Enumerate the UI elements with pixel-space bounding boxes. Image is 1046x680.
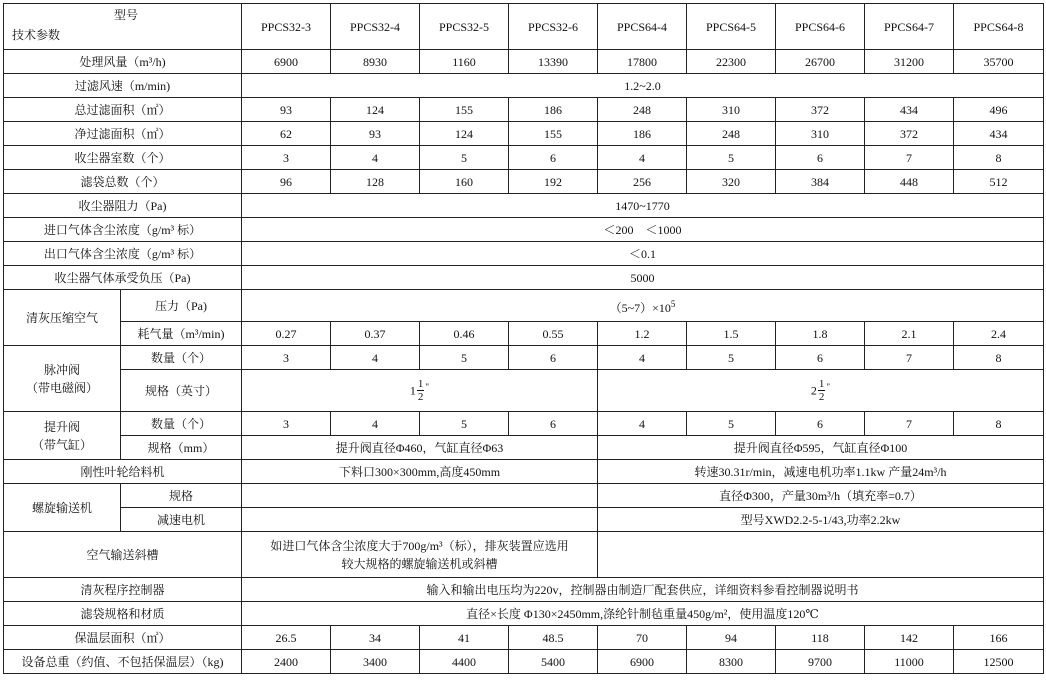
cell: 5000 <box>242 266 1044 290</box>
row-total-area <box>4 98 1044 122</box>
row-bags <box>4 170 1044 194</box>
row-label: 保温层面积（㎡） <box>4 626 242 650</box>
cell: 1.5 <box>687 322 776 346</box>
cell: 256 <box>598 170 687 194</box>
sub-label: 减速电机 <box>121 508 242 532</box>
cell: 512 <box>954 170 1044 194</box>
cell: ＜200 ＜1000 <box>242 218 1044 242</box>
pulse-valve-line1: 脉冲阀 <box>43 362 80 377</box>
cell: 5 <box>420 346 509 370</box>
cell: 5 <box>687 146 776 170</box>
cell: 直径Φ300，产量30m³/h（填充率=0.7） <box>598 484 1044 508</box>
cell: 186 <box>598 122 687 146</box>
cell: 6900 <box>242 50 331 74</box>
pressure-exponent: 5 <box>670 298 676 309</box>
row-label: 空气输送斜槽 <box>4 532 242 578</box>
cell: 310 <box>687 98 776 122</box>
row-label: 净过滤面积（㎡） <box>4 122 242 146</box>
cell: 31200 <box>865 50 954 74</box>
cell: 4 <box>331 146 420 170</box>
cell: 1.2~2.0 <box>242 74 1044 98</box>
cell: 128 <box>331 170 420 194</box>
lift-valve-line1: 提升阀 <box>43 419 80 434</box>
cell: 2.1 <box>865 322 954 346</box>
fraction-part <box>417 378 425 403</box>
inch-mark: " <box>425 382 430 392</box>
cell <box>242 370 598 412</box>
cell: 160 <box>420 170 509 194</box>
cell: 7 <box>865 412 954 436</box>
row-label: 滤袋规格和材质 <box>4 602 242 626</box>
cell: 6900 <box>598 650 687 674</box>
cell: 6 <box>509 346 598 370</box>
cell: 3 <box>242 346 331 370</box>
cell: 4 <box>598 346 687 370</box>
cell: 48.5 <box>509 626 598 650</box>
group-label: 清灰压缩空气 <box>4 290 121 346</box>
cell: 26.5 <box>242 626 331 650</box>
cell: 3400 <box>331 650 420 674</box>
cell: 448 <box>865 170 954 194</box>
pressure-base: （5~7）×10 <box>609 300 671 315</box>
cell: 248 <box>687 122 776 146</box>
row-weight <box>4 650 1044 674</box>
cell: 22300 <box>687 50 776 74</box>
cell: 型号XWD2.2-5-1/43,功率2.2kw <box>598 508 1044 532</box>
inch-mark: " <box>826 382 831 392</box>
row-label: 进口气体含尘浓度（g/m³ 标） <box>4 218 242 242</box>
cell: 186 <box>509 98 598 122</box>
cell: 93 <box>331 122 420 146</box>
cell: 124 <box>420 122 509 146</box>
cell: 7 <box>865 346 954 370</box>
cell: 下料口300×300mm,高度450mm <box>242 460 598 484</box>
cell: 3 <box>242 412 331 436</box>
header-row <box>4 4 1044 50</box>
cell: 5 <box>687 412 776 436</box>
cell: 直径×长度 Φ130×2450mm,涤纶针制毡重量450g/m²，使用温度120℃ <box>242 602 1044 626</box>
cell: 142 <box>865 626 954 650</box>
cell-empty <box>242 484 598 508</box>
cell: 4 <box>331 412 420 436</box>
cell: 1.2 <box>598 322 687 346</box>
cell: 6 <box>776 346 865 370</box>
cell: 93 <box>242 98 331 122</box>
pulse-valve-line2: （带电磁阀） <box>25 380 98 395</box>
row-filter-speed <box>4 74 1044 98</box>
row-pulse-qty <box>4 346 1044 370</box>
row-net-area <box>4 122 1044 146</box>
row-screw-motor <box>4 508 1044 532</box>
cell: 124 <box>331 98 420 122</box>
cell: 转速30.31r/min，减速电机功率1.1kw 产量24m³/h <box>598 460 1044 484</box>
row-air-pressure <box>4 290 1044 322</box>
cell: 3 <box>242 146 331 170</box>
spec-table <box>3 3 1044 674</box>
sub-label: 规格（mm） <box>121 436 242 460</box>
group-label <box>4 346 121 412</box>
model-header: PPCS64-6 <box>776 4 865 50</box>
cell: 6 <box>776 146 865 170</box>
row-label: 总过滤面积（㎡） <box>4 98 242 122</box>
cell: 35700 <box>954 50 1044 74</box>
fraction-numerator: 1 <box>417 378 424 390</box>
cell: 166 <box>954 626 1044 650</box>
params-label: 技术参数 <box>12 28 61 42</box>
cell: 70 <box>598 626 687 650</box>
cell: 372 <box>865 122 954 146</box>
row-resistance <box>4 194 1044 218</box>
row-screw-spec <box>4 484 1044 508</box>
row-pulse-spec <box>4 370 1044 412</box>
air-slide-line1: 如进口气体含尘浓度大于700g/m³（标），排灰装置应选用 <box>270 538 569 553</box>
cell: 2400 <box>242 650 331 674</box>
cell: 1160 <box>420 50 509 74</box>
cell: 496 <box>954 98 1044 122</box>
cell: 13390 <box>509 50 598 74</box>
row-label: 设备总重（约值、不包括保温层）（kg) <box>4 650 242 674</box>
cell: 6 <box>509 412 598 436</box>
cell: 4 <box>598 146 687 170</box>
cell: 434 <box>954 122 1044 146</box>
cell: 11000 <box>865 650 954 674</box>
model-header: PPCS64-7 <box>865 4 954 50</box>
cell-empty <box>242 508 598 532</box>
row-label: 收尘器室数（个） <box>4 146 242 170</box>
cell: 17800 <box>598 50 687 74</box>
sub-label: 数量（个） <box>121 412 242 436</box>
cell: 8 <box>954 346 1044 370</box>
cell: 0.46 <box>420 322 509 346</box>
cell: ＜0.1 <box>242 242 1044 266</box>
row-outlet-conc <box>4 242 1044 266</box>
row-neg-pressure <box>4 266 1044 290</box>
cell: 8930 <box>331 50 420 74</box>
sub-label: 压力（Pa) <box>121 290 242 322</box>
cell <box>598 370 1044 412</box>
model-label: 型号 <box>114 8 139 22</box>
fraction-whole: 2 <box>810 383 817 398</box>
cell: 输入和输出电压均为220v，控制器由制造厂配套供应，详细资料参看控制器说明书 <box>242 578 1044 602</box>
group-label <box>4 412 121 460</box>
row-label: 收尘器气体承受负压（Pa) <box>4 266 242 290</box>
model-header: PPCS32-6 <box>509 4 598 50</box>
cell: 0.27 <box>242 322 331 346</box>
cell: 96 <box>242 170 331 194</box>
sub-label: 数量（个） <box>121 346 242 370</box>
row-air-consumption <box>4 322 1044 346</box>
row-label: 滤袋总数（个） <box>4 170 242 194</box>
row-lift-spec <box>4 436 1044 460</box>
cell <box>242 532 598 578</box>
cell: 248 <box>598 98 687 122</box>
cell: 118 <box>776 626 865 650</box>
cell: 1.8 <box>776 322 865 346</box>
row-inlet-conc <box>4 218 1044 242</box>
cell: 提升阀直径Φ595，气缸直径Φ100 <box>598 436 1044 460</box>
cell: 8 <box>954 412 1044 436</box>
cell: 6 <box>509 146 598 170</box>
row-air-slide <box>4 532 1044 578</box>
cell: 94 <box>687 626 776 650</box>
fraction-denominator: 2 <box>417 391 424 403</box>
sub-label: 耗气量（m³/min) <box>121 322 242 346</box>
cell: 4400 <box>420 650 509 674</box>
fraction-numerator: 1 <box>818 378 825 390</box>
row-label: 刚性叶轮给料机 <box>4 460 242 484</box>
cell: 6 <box>776 412 865 436</box>
row-label: 清灰程序控制器 <box>4 578 242 602</box>
row-lift-qty <box>4 412 1044 436</box>
cell: 12500 <box>954 650 1044 674</box>
row-rotary-feeder <box>4 460 1044 484</box>
fraction-denominator: 2 <box>818 391 825 403</box>
model-header: PPCS64-8 <box>954 4 1044 50</box>
cell: 5400 <box>509 650 598 674</box>
cell-empty <box>598 532 1044 578</box>
cell: 8300 <box>687 650 776 674</box>
row-bag-material <box>4 602 1044 626</box>
cell: 310 <box>776 122 865 146</box>
cell: 4 <box>331 346 420 370</box>
row-controller <box>4 578 1044 602</box>
cell: 372 <box>776 98 865 122</box>
corner-cell <box>4 4 242 50</box>
cell: 7 <box>865 146 954 170</box>
cell: 8 <box>954 146 1044 170</box>
model-header: PPCS64-4 <box>598 4 687 50</box>
model-header: PPCS32-4 <box>331 4 420 50</box>
lift-valve-line2: （带气缸） <box>31 437 92 452</box>
cell: 9700 <box>776 650 865 674</box>
cell: 1470~1770 <box>242 194 1044 218</box>
sub-label: 规格（英寸） <box>121 370 242 412</box>
cell: 提升阀直径Φ460，气缸直径Φ63 <box>242 436 598 460</box>
cell <box>242 290 1044 322</box>
cell: 384 <box>776 170 865 194</box>
cell: 320 <box>687 170 776 194</box>
air-slide-line2: 较大规格的螺旋输送机或斜槽 <box>341 556 498 571</box>
cell: 2.4 <box>954 322 1044 346</box>
cell: 5 <box>420 146 509 170</box>
cell: 26700 <box>776 50 865 74</box>
cell: 155 <box>509 122 598 146</box>
row-airflow <box>4 50 1044 74</box>
row-label: 收尘器阻力（Pa) <box>4 194 242 218</box>
cell: 62 <box>242 122 331 146</box>
sub-label: 规格 <box>121 484 242 508</box>
row-label: 处理风量（m³/h) <box>4 50 242 74</box>
cell: 192 <box>509 170 598 194</box>
model-header: PPCS64-5 <box>687 4 776 50</box>
fraction-whole: 1 <box>409 383 416 398</box>
cell: 0.55 <box>509 322 598 346</box>
cell: 34 <box>331 626 420 650</box>
model-header: PPCS32-5 <box>420 4 509 50</box>
group-label: 螺旋输送机 <box>4 484 121 532</box>
row-insulation <box>4 626 1044 650</box>
row-label: 过滤风速（m/min) <box>4 74 242 98</box>
cell: 5 <box>687 346 776 370</box>
cell: 5 <box>420 412 509 436</box>
fraction-part <box>818 378 826 403</box>
model-header: PPCS32-3 <box>242 4 331 50</box>
cell: 434 <box>865 98 954 122</box>
cell: 4 <box>598 412 687 436</box>
cell: 0.37 <box>331 322 420 346</box>
row-chambers <box>4 146 1044 170</box>
row-label: 出口气体含尘浓度（g/m³ 标） <box>4 242 242 266</box>
fraction-1-1-2 <box>410 378 429 403</box>
cell: 41 <box>420 626 509 650</box>
fraction-2-1-2 <box>811 378 830 403</box>
cell: 155 <box>420 98 509 122</box>
